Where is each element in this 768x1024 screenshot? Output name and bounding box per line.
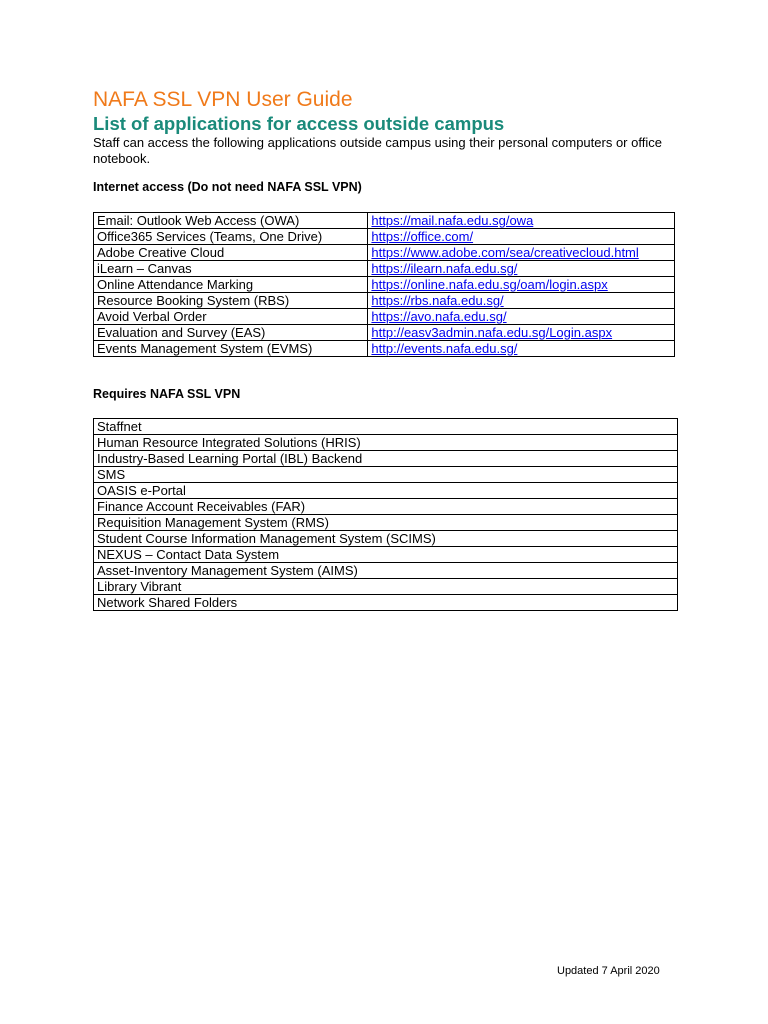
app-url-cell xyxy=(368,277,675,293)
vpn-app-cell: Student Course Information Management System (SCIMS) xyxy=(94,531,678,547)
app-url-link[interactable]: https://office.com/ xyxy=(371,228,474,244)
table-row xyxy=(94,595,678,611)
vpn-app-cell: Library Vibrant xyxy=(94,579,678,595)
app-url-cell xyxy=(368,261,675,277)
table-row xyxy=(94,245,675,261)
table-row xyxy=(94,229,675,245)
app-url-cell xyxy=(368,325,675,341)
app-name-cell: Events Management System (EVMS) xyxy=(94,341,368,357)
table-row xyxy=(94,499,678,515)
requires-vpn-heading: Requires NAFA SSL VPN xyxy=(93,387,241,401)
internet-access-heading: Internet access (Do not need NAFA SSL VPN) xyxy=(93,180,362,194)
page-subtitle: List of applications for access outside campus xyxy=(93,113,505,134)
app-url-cell xyxy=(368,341,675,357)
vpn-app-cell: Human Resource Integrated Solutions (HRIS) xyxy=(94,435,678,451)
app-url-link[interactable]: https://www.adobe.com/sea/creativecloud.html xyxy=(371,244,639,260)
app-url-cell xyxy=(368,293,675,309)
app-url-link[interactable]: http://events.nafa.edu.sg/ xyxy=(371,340,518,356)
vpn-app-cell: SMS xyxy=(94,467,678,483)
app-name-cell: Resource Booking System (RBS) xyxy=(94,293,368,309)
internet-access-table xyxy=(93,212,675,357)
table-row xyxy=(94,419,678,435)
app-name-cell: Adobe Creative Cloud xyxy=(94,245,368,261)
app-url-link[interactable]: https://avo.nafa.edu.sg/ xyxy=(371,308,507,324)
app-name-cell: Online Attendance Marking xyxy=(94,277,368,293)
app-url-cell xyxy=(368,309,675,325)
app-url-link[interactable]: http://easv3admin.nafa.edu.sg/Login.aspx xyxy=(371,324,613,340)
vpn-app-cell: OASIS e-Portal xyxy=(94,483,678,499)
table-row xyxy=(94,531,678,547)
app-name-cell: Avoid Verbal Order xyxy=(94,309,368,325)
table-row xyxy=(94,579,678,595)
vpn-app-cell: Requisition Management System (RMS) xyxy=(94,515,678,531)
app-url-link[interactable]: https://rbs.nafa.edu.sg/ xyxy=(371,292,504,308)
app-url-cell xyxy=(368,245,675,261)
table-row xyxy=(94,277,675,293)
table-row xyxy=(94,293,675,309)
table-row xyxy=(94,261,675,277)
app-url-link[interactable]: https://mail.nafa.edu.sg/owa xyxy=(371,212,534,228)
vpn-app-cell: Industry-Based Learning Portal (IBL) Backend xyxy=(94,451,678,467)
vpn-app-cell: Finance Account Receivables (FAR) xyxy=(94,499,678,515)
requires-vpn-table xyxy=(93,418,678,611)
table-row xyxy=(94,341,675,357)
vpn-app-cell: Asset-Inventory Management System (AIMS) xyxy=(94,563,678,579)
intro-paragraph: Staff can access the following applications outside campus using their personal computers or office notebook. xyxy=(93,135,662,166)
table-row xyxy=(94,451,678,467)
table-row xyxy=(94,467,678,483)
app-name-cell: Evaluation and Survey (EAS) xyxy=(94,325,368,341)
table-row xyxy=(94,325,675,341)
app-url-link[interactable]: https://online.nafa.edu.sg/oam/login.aspx xyxy=(371,276,608,292)
table-row xyxy=(94,483,678,499)
vpn-app-cell: Staffnet xyxy=(94,419,678,435)
app-name-cell: Email: Outlook Web Access (OWA) xyxy=(94,213,368,229)
app-name-cell: iLearn – Canvas xyxy=(94,261,368,277)
table-row xyxy=(94,309,675,325)
app-name-cell: Office365 Services (Teams, One Drive) xyxy=(94,229,368,245)
table-row xyxy=(94,515,678,531)
updated-date: Updated 7 April 2020 xyxy=(557,965,660,977)
table-row xyxy=(94,435,678,451)
app-url-cell xyxy=(368,213,675,229)
table-row xyxy=(94,563,678,579)
vpn-app-cell: NEXUS – Contact Data System xyxy=(94,547,678,563)
table-row xyxy=(94,547,678,563)
page-title: NAFA SSL VPN User Guide xyxy=(93,88,353,111)
vpn-app-cell: Network Shared Folders xyxy=(94,595,678,611)
app-url-cell xyxy=(368,229,675,245)
table-row xyxy=(94,213,675,229)
app-url-link[interactable]: https://ilearn.nafa.edu.sg/ xyxy=(371,260,518,276)
